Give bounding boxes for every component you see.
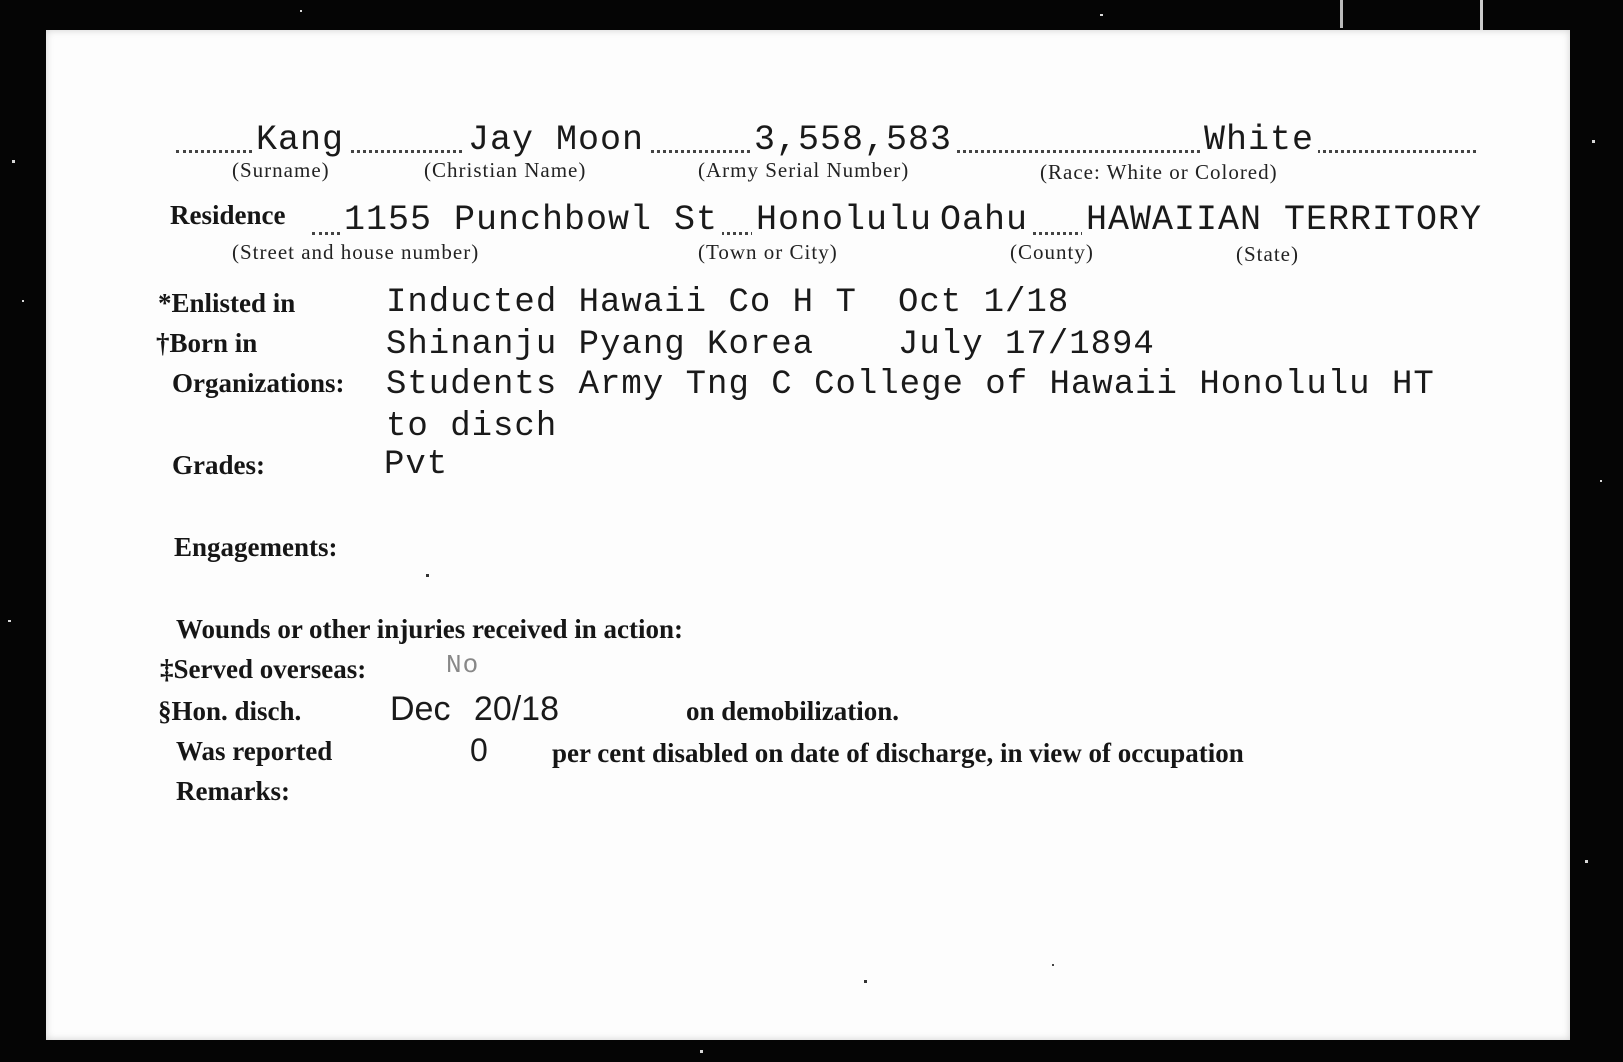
surname-value: Kang: [252, 120, 348, 160]
christian-name-value: Jay Moon: [464, 120, 648, 160]
caption-surname: (Surname): [232, 158, 330, 182]
born-date-value: July 17/1894: [898, 326, 1155, 364]
caption-serial-number: (Army Serial Number): [698, 158, 910, 182]
caption-race: (Race: White or Colored): [1040, 160, 1278, 184]
serial-number-value: 3,558,583: [750, 120, 956, 160]
caption-christian-name: (Christian Name): [424, 158, 587, 182]
grades-label: Grades:: [172, 450, 265, 480]
race-value: White: [1200, 120, 1318, 160]
film-speck: [1592, 140, 1595, 143]
engagements-label: Engagements:: [174, 532, 338, 562]
street-value: 1155 Punchbowl St: [340, 200, 722, 240]
ink-speck: [426, 574, 429, 577]
caption-state: (State): [1236, 242, 1299, 266]
served-overseas-value: No: [446, 650, 480, 680]
film-speck: [1600, 480, 1602, 482]
organizations-value-line1: Students Army Tng C College of Hawaii Honolulu HT: [386, 366, 1435, 404]
caption-street: (Street and house number): [232, 240, 480, 264]
enlisted-date-value: Oct 1/18: [898, 284, 1070, 322]
record-card: [46, 30, 1570, 1040]
film-speck: [1100, 14, 1103, 16]
organizations-value-line2: to disch: [386, 408, 558, 446]
caption-town: (Town or City): [698, 240, 838, 264]
remarks-label: Remarks:: [176, 776, 290, 806]
served-overseas-label: ‡Served overseas:: [160, 654, 367, 684]
grades-value: Pvt: [384, 446, 449, 484]
caption-county: (County): [1010, 240, 1094, 264]
was-reported-suffix: per cent disabled on date of discharge, in view of occupation: [552, 738, 1244, 768]
born-label: †Born in: [156, 328, 258, 358]
ink-speck: [1052, 964, 1054, 966]
film-speck: [1585, 860, 1588, 863]
hon-disch-suffix: on demobilization.: [686, 696, 900, 726]
wounds-label: Wounds or other injuries received in action:: [176, 614, 684, 644]
film-speck: [8, 620, 11, 622]
hon-disch-label: §Hon. disch.: [158, 696, 302, 726]
hon-disch-date-value: Dec 20/18: [390, 690, 559, 728]
state-value: HAWAIIAN TERRITORY: [1082, 200, 1486, 240]
organizations-label: Organizations:: [172, 368, 345, 398]
was-reported-label: Was reported: [176, 736, 333, 766]
ink-speck: [864, 980, 867, 983]
film-speck: [12, 160, 15, 163]
film-speck: [700, 1050, 703, 1053]
born-place-value: Shinanju Pyang Korea: [386, 326, 815, 364]
county-value: Oahu: [936, 200, 1032, 240]
film-scratch: [1480, 0, 1483, 30]
enlisted-label: *Enlisted in: [158, 288, 296, 318]
film-speck: [300, 10, 302, 12]
film-speck: [22, 300, 24, 302]
town-value: Honolulu: [752, 200, 936, 240]
film-scratch: [1340, 0, 1343, 28]
disability-percent-value: 0: [470, 732, 488, 768]
enlisted-place-value: Inducted Hawaii Co H T: [386, 284, 857, 322]
residence-label: Residence: [170, 200, 286, 230]
